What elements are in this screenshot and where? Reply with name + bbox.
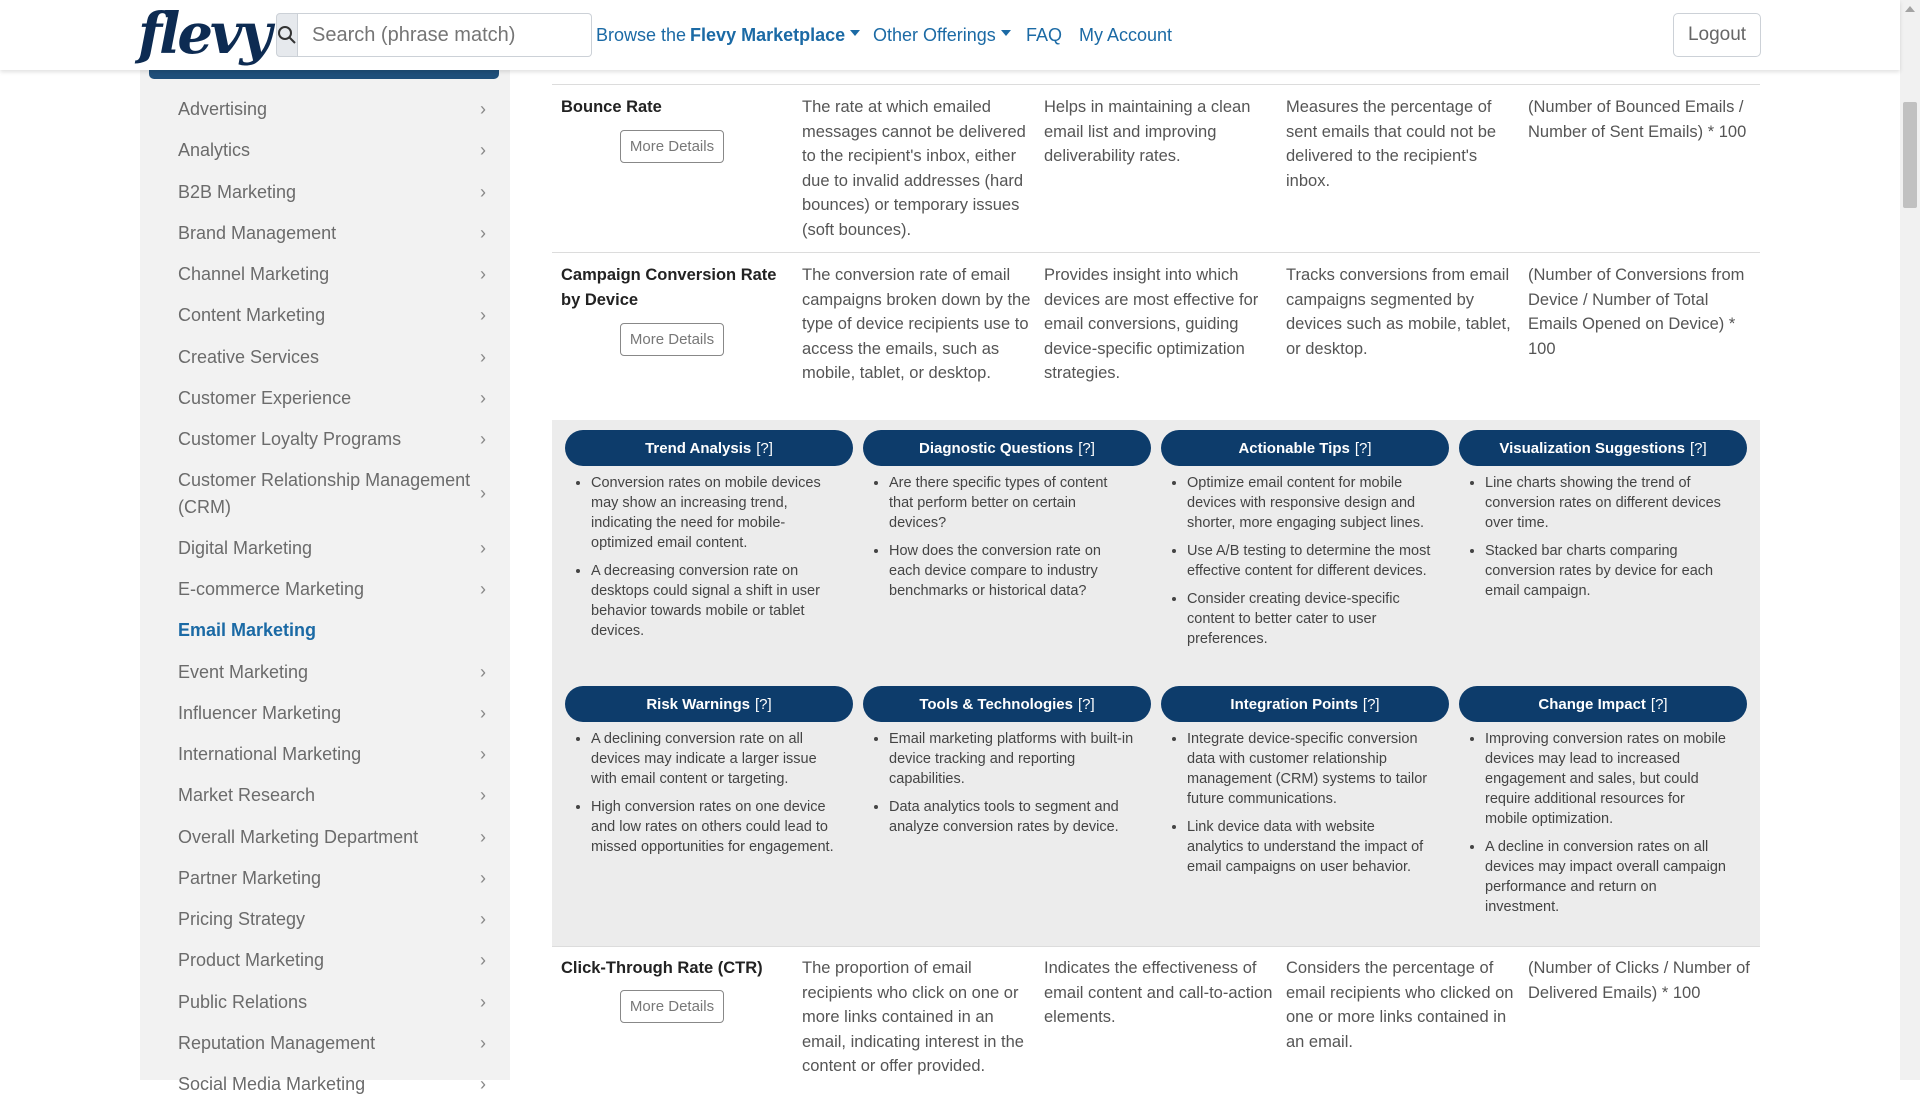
chevron-right-icon: › (480, 264, 486, 284)
sidebar-item-label: International Marketing (178, 744, 362, 764)
section-diagnostic-questions[interactable] (863, 430, 1151, 466)
chevron-right-icon: › (480, 785, 486, 805)
sidebar-item-label: E-commerce Marketing (178, 579, 365, 599)
help-marker[interactable]: [?] (1354, 439, 1372, 457)
chevron-right-icon: › (480, 305, 486, 325)
diagnostic-questions-list (869, 473, 1135, 609)
list-item: • High conversion rates on one device and low rates on others could lead to missed opportunities for engagement. (591, 797, 837, 857)
sidebar-item-label: Email Marketing (178, 620, 317, 640)
list-item: • Link device data with website analytics to understand the impact of email campaigns on user behavior. (1187, 817, 1433, 877)
change-impact-list (1465, 729, 1731, 925)
section-title: Visualization Suggestions (1499, 439, 1685, 457)
sidebar-item-ecommerce-marketing[interactable] (178, 576, 498, 603)
nav-browse-bold: Flevy Marketplace (690, 24, 846, 45)
sidebar-item-label: Public Relations (178, 992, 308, 1012)
trend-analysis-list (571, 473, 837, 649)
help-marker[interactable]: [?] (1077, 695, 1095, 713)
chevron-right-icon: › (480, 483, 486, 503)
section-integration-points[interactable] (1161, 686, 1449, 722)
section-title: Diagnostic Questions (919, 439, 1074, 457)
sidebar-item-label: Pricing Strategy (178, 909, 306, 929)
nav-other-offerings[interactable] (873, 0, 1011, 70)
page-scrollbar[interactable] (1900, 0, 1920, 1080)
list-item: • Line charts showing the trend of conversion rates on different devices over time. (1485, 473, 1731, 533)
nav-account-label: My Account (1079, 24, 1173, 45)
chevron-right-icon: › (480, 182, 486, 202)
sidebar-item-label: Customer Relationship Management (CRM) (178, 470, 471, 517)
kpi-measurement: Tracks conversions from email campaigns segmented by devices such as mobile, tablet, or desktop. (1286, 266, 1511, 358)
sidebar-item-customer-loyalty-programs[interactable] (178, 426, 498, 453)
kpi-definition: The rate at which emailed messages cannot be delivered to the recipient's inbox, either due to invalid addresses (hard bounces) or temporary issues (soft bounces). (802, 98, 1026, 239)
section-visualization-suggestions[interactable] (1459, 430, 1747, 466)
kpi-title: Campaign Conversion Rate by Device (561, 266, 777, 309)
sidebar-item-brand-management[interactable] (178, 220, 498, 247)
section-change-impact[interactable] (1459, 686, 1747, 722)
sidebar-item-label: Reputation Management (178, 1033, 376, 1053)
chevron-right-icon: › (480, 703, 486, 723)
chevron-right-icon: › (480, 388, 486, 408)
list-item: • Data analytics tools to segment and analyze conversion rates by device. (889, 797, 1135, 837)
kpi-definition: The conversion rate of email campaigns broken down by the type of device recipients use to access the emails, such as mobile, tablet, or desktop. (802, 266, 1031, 382)
kpi-measurement: Considers the percentage of email recipients who clicked on one or more links contained in an email. (1286, 959, 1514, 1051)
kpi-business-insights: Indicates the effectiveness of email content and call-to-action elements. (1044, 959, 1273, 1026)
sidebar-item-reputation-management[interactable] (178, 1030, 498, 1057)
section-title: Risk Warnings (646, 695, 750, 713)
list-item: • Consider creating device-specific content to better cater to user preferences. (1187, 589, 1433, 649)
nav-faq[interactable] (1026, 0, 1062, 70)
sidebar-item-analytics[interactable] (178, 137, 498, 164)
kpi-title: Bounce Rate (561, 98, 662, 116)
visualization-suggestions-list (1465, 473, 1731, 609)
list-item: • Are there specific types of content that perform better on certain devices? (889, 473, 1135, 533)
more-details-button[interactable]: More Details (620, 130, 724, 163)
sidebar-item-advertising[interactable] (178, 96, 498, 123)
chevron-right-icon: › (480, 538, 486, 558)
help-marker[interactable]: [?] (1362, 695, 1380, 713)
sidebar-item-label: Digital Marketing (178, 538, 313, 558)
section-title: Integration Points (1230, 695, 1358, 713)
sidebar-item-event-marketing[interactable] (178, 659, 498, 686)
list-item: • A decreasing conversion rate on desktops could signal a shift in user behavior towards mobile or tablet devices. (591, 561, 837, 641)
sidebar-item-label: Content Marketing (178, 305, 326, 325)
kpi-definition: The proportion of email recipients who click on one or more links contained in an email, indicating interest in the content or offer provided. (802, 959, 1024, 1075)
kpi-title: Click-Through Rate (CTR) (561, 959, 763, 977)
sidebar-item-label: Event Marketing (178, 662, 309, 682)
chevron-right-icon: › (480, 579, 486, 599)
nav-other-label: Other Offerings (873, 24, 996, 45)
sidebar-item-creative-services[interactable] (178, 344, 498, 371)
help-marker[interactable]: [?] (1650, 695, 1668, 713)
help-marker[interactable]: [?] (756, 439, 773, 457)
section-trend-analysis[interactable] (565, 430, 853, 466)
more-details-button[interactable]: More Details (620, 323, 724, 356)
category-sidebar (140, 70, 510, 1094)
chevron-right-icon: › (480, 429, 486, 449)
sidebar-item-crm[interactable] (178, 467, 486, 521)
list-item: • Optimize email content for mobile devices with responsive design and shorter, more engaging subject lines. (1187, 473, 1433, 533)
integration-points-list (1167, 729, 1433, 885)
chevron-right-icon: › (480, 1033, 486, 1053)
chevron-right-icon: › (480, 909, 486, 929)
chevron-right-icon: › (480, 1074, 486, 1094)
chevron-right-icon: › (480, 347, 486, 367)
sidebar-item-label: Overall Marketing Department (178, 827, 419, 847)
kpi-formula: (Number of Conversions from Device / Number of Total Emails Opened on Device) * 100 (1528, 266, 1745, 358)
chevron-right-icon: › (480, 223, 486, 243)
sidebar-active-header (149, 70, 499, 79)
section-risk-warnings[interactable] (565, 686, 853, 722)
search-icon (277, 25, 297, 45)
more-details-button[interactable]: More Details (620, 990, 724, 1023)
nav-browse-marketplace[interactable] (596, 0, 860, 70)
chevron-right-icon: › (480, 140, 486, 160)
row-divider (552, 252, 1760, 253)
search-button[interactable] (276, 13, 298, 57)
section-title: Change Impact (1538, 695, 1646, 713)
kpi-formula: (Number of Bounced Emails / Number of Sent Emails) * 100 (1528, 98, 1747, 141)
sidebar-item-email-marketing[interactable] (178, 617, 498, 644)
kpi-measurement: Measures the percentage of sent emails that could not be delivered to the recipient's inbox. (1286, 98, 1497, 190)
chevron-right-icon: › (480, 868, 486, 888)
list-item: • A decline in conversion rates on all devices may impact overall campaign performance and return on investment. (1485, 837, 1731, 917)
caret-down-icon (850, 30, 860, 36)
sidebar-item-influencer-marketing[interactable] (178, 700, 498, 727)
sidebar-item-label: Market Research (178, 785, 316, 805)
sidebar-item-channel-marketing[interactable] (178, 261, 498, 288)
help-marker[interactable]: [?] (754, 695, 772, 713)
help-marker[interactable]: [?] (1689, 439, 1707, 457)
search-input[interactable] (298, 13, 592, 57)
scroll-up-arrow-icon[interactable] (1905, 6, 1915, 12)
tools-technologies-list (869, 729, 1135, 845)
sidebar-item-content-marketing[interactable] (178, 302, 498, 329)
chevron-right-icon: › (480, 662, 486, 682)
kpi-business-insights: Helps in maintaining a clean email list and improving deliverability rates. (1044, 98, 1251, 165)
caret-down-icon (1001, 30, 1011, 36)
sidebar-item-label: Channel Marketing (178, 264, 330, 284)
sidebar-item-label: Customer Loyalty Programs (178, 429, 402, 449)
nav-faq-label: FAQ (1026, 24, 1063, 45)
section-title: Trend Analysis (645, 439, 752, 457)
sidebar-item-international-marketing[interactable] (178, 741, 498, 768)
chevron-right-icon: › (480, 827, 486, 847)
chevron-right-icon: › (480, 992, 486, 1012)
chevron-right-icon: › (480, 744, 486, 764)
sidebar-item-pricing-strategy[interactable] (178, 906, 498, 933)
sidebar-item-public-relations[interactable] (178, 989, 498, 1016)
list-item: • Improving conversion rates on mobile devices may lead to increased engagement and sales, but could require additional resources for mobile optimization. (1485, 729, 1731, 829)
list-item: • Stacked bar charts comparing conversion rates by device for each email campaign. (1485, 541, 1731, 601)
sidebar-item-label: B2B Marketing (178, 182, 297, 202)
list-item: • Integrate device-specific conversion data with customer relationship management (CRM) systems to tailor future communications. (1187, 729, 1433, 809)
risk-warnings-list (571, 729, 837, 865)
sidebar-item-label: Partner Marketing (178, 868, 322, 888)
kpi-detail-panel (552, 420, 1760, 946)
list-item: • Use A/B testing to determine the most effective content for different devices. (1187, 541, 1433, 581)
section-actionable-tips[interactable] (1161, 430, 1449, 466)
help-marker[interactable]: [?] (1078, 439, 1095, 457)
section-title: Actionable Tips (1238, 439, 1350, 457)
chevron-right-icon: › (480, 950, 486, 970)
kpi-formula: (Number of Clicks / Number of Delivered Emails) * 100 (1528, 959, 1750, 1002)
sidebar-item-label: Analytics (178, 140, 251, 160)
sidebar-item-label: Advertising (178, 99, 268, 119)
row-divider (552, 84, 1760, 85)
row-divider (552, 946, 1760, 947)
list-item: • Email marketing platforms with built-in device tracking and reporting capabilities. (889, 729, 1135, 789)
sidebar-item-partner-marketing[interactable] (178, 865, 498, 892)
sidebar-item-digital-marketing[interactable] (178, 535, 498, 562)
chevron-right-icon: › (480, 99, 486, 119)
sidebar-item-label: Creative Services (178, 347, 320, 367)
sidebar-item-label: Brand Management (178, 223, 337, 243)
sidebar-item-label: Social Media Marketing (178, 1074, 366, 1094)
kpi-business-insights: Provides insight into which devices are most effective for email conversions, guiding device-specific optimization strategies. (1044, 266, 1259, 382)
nav-browse-prefix: Browse the (596, 24, 687, 45)
actionable-tips-list (1167, 473, 1433, 657)
sidebar-item-social-media-marketing[interactable] (178, 1071, 498, 1098)
sidebar-item-product-marketing[interactable] (178, 947, 498, 974)
section-title: Tools & Technologies (919, 695, 1073, 713)
sidebar-item-label: Customer Experience (178, 388, 352, 408)
sidebar-item-overall-marketing-department[interactable] (178, 824, 498, 851)
top-navbar (0, 0, 1900, 70)
scrollbar-thumb[interactable] (1903, 102, 1917, 208)
list-item: • A declining conversion rate on all devices may indicate a larger issue with email content or targeting. (591, 729, 837, 789)
list-item: • Conversion rates on mobile devices may show an increasing trend, indicating the need for mobile-optimized email content. (591, 473, 837, 553)
flevy-logo[interactable]: flevy (138, 1, 270, 67)
sidebar-item-b2b-marketing[interactable] (178, 179, 498, 206)
logout-button[interactable]: Logout (1673, 13, 1761, 57)
kpi-table (552, 70, 1760, 1080)
sidebar-item-customer-experience[interactable] (178, 385, 498, 412)
section-tools-technologies[interactable] (863, 686, 1151, 722)
sidebar-item-market-research[interactable] (178, 782, 498, 809)
list-item: • How does the conversion rate on each device compare to industry benchmarks or historical data? (889, 541, 1135, 601)
sidebar-item-label: Product Marketing (178, 950, 325, 970)
sidebar-item-label: Influencer Marketing (178, 703, 342, 723)
search-bar (276, 13, 582, 57)
nav-my-account[interactable] (1079, 0, 1172, 70)
